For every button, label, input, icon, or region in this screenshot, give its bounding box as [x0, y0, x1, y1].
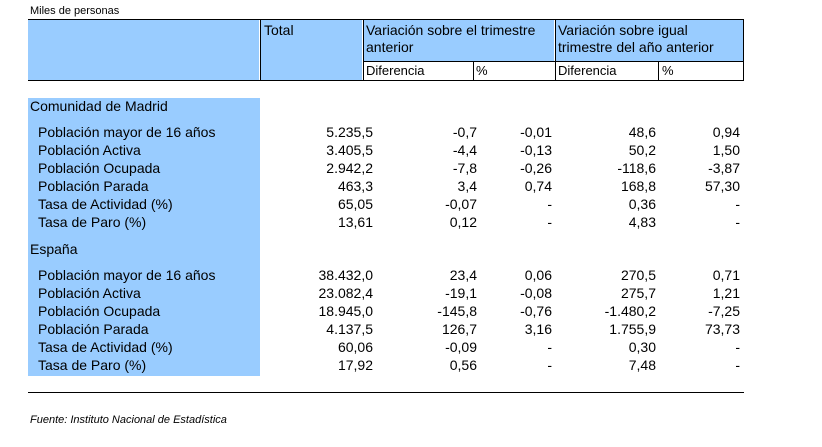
- cell-total: 18.945,0: [318, 303, 373, 319]
- col-header-var-year: Variación sobre igual trimestre del año anterior: [558, 22, 714, 55]
- cell-dprev: -19,1: [445, 285, 477, 301]
- cell-dyear: 4,83: [628, 214, 656, 230]
- row-label: Población Parada: [38, 178, 149, 194]
- row-label: Población Ocupada: [38, 303, 161, 319]
- header-divider-5: [658, 61, 659, 81]
- cell-pprev: 0,74: [524, 178, 552, 194]
- row-label: Población mayor de 16 años: [38, 267, 216, 283]
- subheader-diff-prev: Diferencia: [366, 63, 425, 78]
- header-divider-2: [363, 19, 364, 81]
- cell-dyear: 275,7: [620, 285, 656, 301]
- row-label: Población mayor de 16 años: [38, 124, 216, 140]
- cell-total: 17,92: [337, 357, 373, 373]
- cell-dyear: 50,2: [628, 142, 656, 158]
- cell-pprev: -: [547, 214, 552, 230]
- row-label: Población Parada: [38, 321, 149, 337]
- cell-pyear: 0,71: [712, 267, 740, 283]
- subheader-pct-year: %: [662, 63, 674, 78]
- source-note: Fuente: Instituto Nacional de Estadística: [30, 414, 227, 426]
- cell-pprev: -: [547, 196, 552, 212]
- cell-pyear: -: [735, 196, 740, 212]
- cell-pyear: 0,94: [712, 124, 740, 140]
- cell-pprev: -0,13: [520, 142, 552, 158]
- header-divider-3: [555, 19, 556, 81]
- cell-dyear: -118,6: [617, 160, 656, 176]
- cell-pprev: 0,06: [524, 267, 552, 283]
- cell-pyear: 1,50: [712, 142, 740, 158]
- cell-total: 5.235,5: [326, 124, 373, 140]
- cell-pyear: 73,73: [704, 321, 740, 337]
- cell-pprev: -0,26: [520, 160, 552, 176]
- cell-total: 2.942,2: [326, 160, 373, 176]
- cell-dprev: -0,09: [445, 339, 477, 355]
- cell-dprev: -7,8: [452, 160, 477, 176]
- header-bottom-rule: [28, 80, 744, 81]
- cell-pprev: 3,16: [524, 321, 552, 337]
- cell-pyear: -7,25: [708, 303, 740, 319]
- cell-dprev: -0,7: [452, 124, 477, 140]
- cell-pprev: -0,08: [520, 285, 552, 301]
- cell-total: 38.432,0: [318, 267, 373, 283]
- cell-dyear: 168,8: [620, 178, 656, 194]
- subheader-diff-year: Diferencia: [558, 63, 617, 78]
- cell-pprev: -0,01: [520, 124, 552, 140]
- cell-total: 23.082,4: [318, 285, 373, 301]
- cell-dyear: -1.480,2: [604, 303, 656, 319]
- units-note: Miles de personas: [30, 5, 120, 17]
- cell-pyear: -: [735, 214, 740, 230]
- cell-dprev: -145,8: [437, 303, 477, 319]
- row-label: Población Activa: [38, 142, 141, 158]
- cell-pprev: -: [547, 339, 552, 355]
- cell-dprev: -4,4: [452, 142, 477, 158]
- subheader-pct-prev: %: [476, 63, 488, 78]
- cell-pyear: -3,87: [708, 160, 740, 176]
- cell-total: 13,61: [337, 214, 373, 230]
- col-header-total: Total: [264, 22, 294, 38]
- cell-dprev: 0,12: [449, 214, 477, 230]
- cell-total: 60,06: [337, 339, 373, 355]
- header-top-rule: [28, 19, 744, 20]
- cell-dyear: 270,5: [620, 267, 656, 283]
- cell-dprev: 3,4: [457, 178, 477, 194]
- header-divider-1: [260, 19, 261, 81]
- cell-pyear: -: [735, 339, 740, 355]
- cell-dyear: 1.755,9: [609, 321, 656, 337]
- row-label: Tasa de Actividad (%): [38, 339, 173, 355]
- cell-dyear: 0,30: [628, 339, 656, 355]
- row-label: Población Activa: [38, 285, 141, 301]
- cell-dyear: 0,36: [628, 196, 656, 212]
- row-label: Tasa de Paro (%): [38, 357, 147, 373]
- cell-total: 3.405,5: [326, 142, 373, 158]
- header-fill-blank: [28, 20, 259, 81]
- cell-total: 4.137,5: [326, 321, 373, 337]
- row-label: Población Ocupada: [38, 160, 161, 176]
- cell-pprev: -0,76: [520, 303, 552, 319]
- header-mid-rule: [363, 61, 744, 62]
- cell-pyear: -: [735, 357, 740, 373]
- section-title: España: [30, 241, 78, 257]
- cell-dprev: 23,4: [449, 267, 477, 283]
- cell-pprev: -: [547, 357, 552, 373]
- row-label: Tasa de Actividad (%): [38, 196, 173, 212]
- cell-dprev: -0,07: [445, 196, 477, 212]
- cell-pyear: 57,30: [704, 178, 740, 194]
- header-divider-4: [473, 61, 474, 81]
- cell-dprev: 126,7: [441, 321, 477, 337]
- cell-total: 65,05: [337, 196, 373, 212]
- col-header-var-prev: Variación sobre el trimestre anterior: [366, 22, 536, 55]
- cell-dyear: 7,48: [628, 357, 656, 373]
- cell-dyear: 48,6: [628, 124, 656, 140]
- cell-total: 463,3: [337, 178, 373, 194]
- cell-pyear: 1,21: [712, 285, 740, 301]
- table-bottom-rule: [28, 392, 744, 393]
- row-label: Tasa de Paro (%): [38, 214, 147, 230]
- section-title: Comunidad de Madrid: [30, 98, 168, 114]
- cell-dprev: 0,56: [449, 357, 477, 373]
